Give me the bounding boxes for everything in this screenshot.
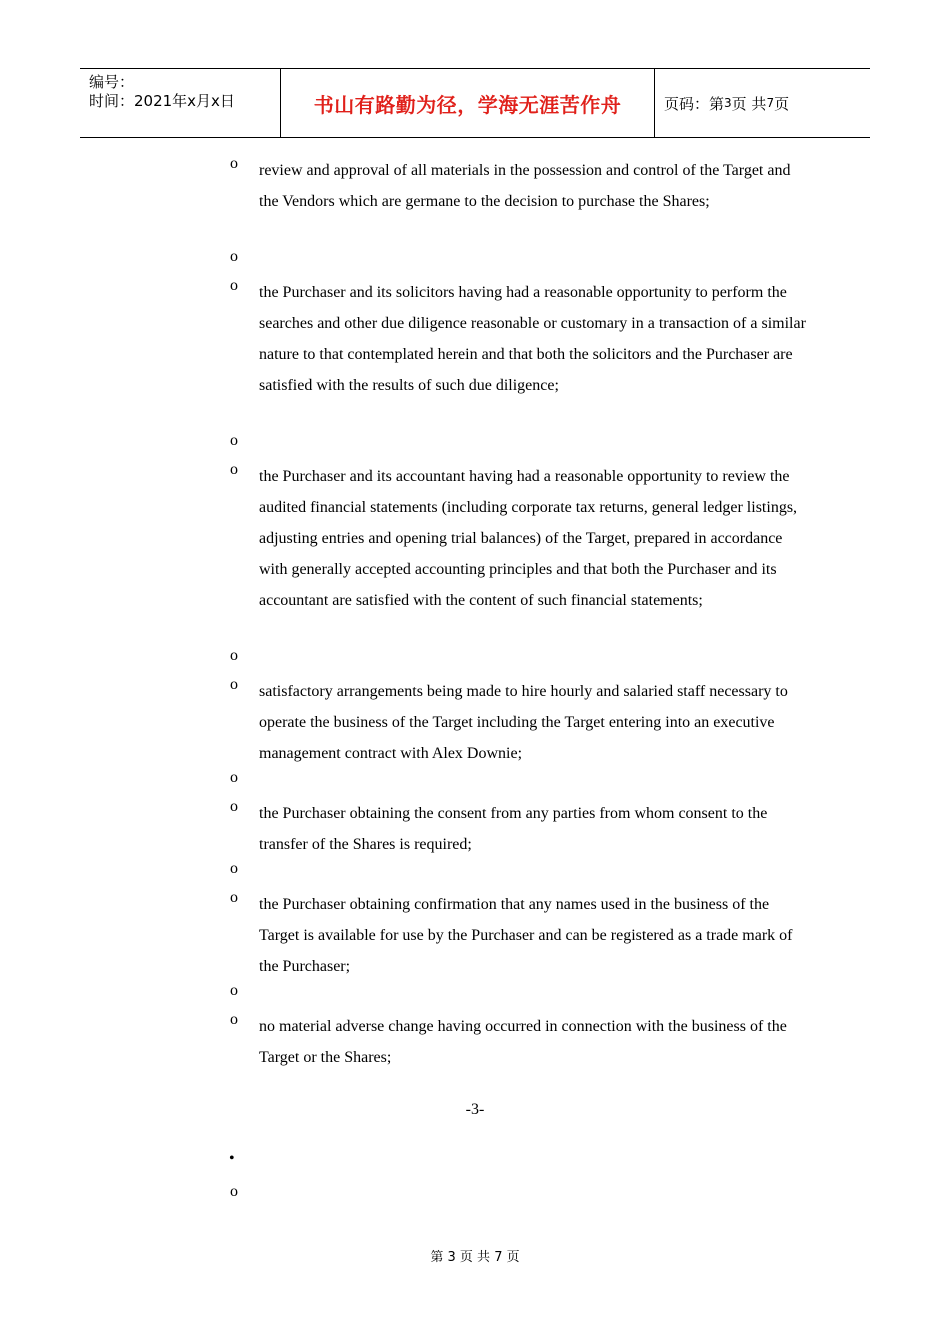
page-total: 7 — [766, 96, 775, 110]
page-mid: 页 共 — [731, 94, 767, 113]
list-item-text: the Purchaser and its accountant having had a reasonable opportunity to review the audited financial statements (including corporate tax returns, general ledger listings, adjusting entries and opening trial balances) of the Target, prepared in accordance with generally accepted accounting principles and that both the Purchaser and its accountant are satisfied with the content of such financial statements; — [259, 468, 798, 609]
list-marker: o — [230, 155, 238, 172]
list-marker: o — [230, 432, 238, 449]
list-item-text: the Purchaser obtaining the consent from any parties from whom consent to the transfer of the Shares is required; — [259, 805, 768, 853]
list-marker: o — [230, 982, 238, 999]
list-item-text: the Purchaser obtaining confirmation that any names used in the business of the Target is available for use by the Purchaser and can be registered as a trade mark of the Purchaser; — [259, 896, 793, 975]
list-item-text: review and approval of all materials in the possession and control of the Target and the Vendors which are germane to the decision to purchase the Shares; — [259, 162, 791, 210]
list-item-text: no material adverse change having occurred in connection with the business of the Target or the Shares; — [259, 1018, 787, 1066]
list-marker: o — [230, 860, 238, 877]
code-label: 编号： — [89, 73, 135, 91]
page-current: 3 — [724, 96, 732, 110]
list-item-text: the Purchaser and its solicitors having had a reasonable opportunity to perform the searches and other due diligence reasonable or customary in a transaction of a similar nature to that contemplated herein and that both the solicitors and the Purchaser are satisfied with the results of such due diligence; — [259, 284, 806, 394]
header-motto: 书山有路勤为径，学海无涯苦作舟 — [313, 92, 622, 117]
list-marker: o — [230, 889, 238, 906]
page-footer: 第 3 页 共 7 页 — [430, 1250, 520, 1265]
page-prefix: 页码：第 — [664, 94, 725, 113]
header-motto-cell — [281, 69, 655, 137]
list-marker: o — [230, 676, 238, 693]
list-marker: o — [230, 647, 238, 664]
list-marker: o — [230, 277, 238, 294]
list-marker: o — [230, 1011, 238, 1028]
list-marker: o — [230, 248, 238, 265]
page-header — [80, 68, 870, 138]
trailing-list-marker: o — [230, 1183, 238, 1200]
bullet-marker: • — [229, 1150, 235, 1167]
page-number: -3- — [465, 1101, 485, 1118]
list-marker: o — [230, 461, 238, 478]
page-suffix: 页 — [774, 94, 790, 113]
list-item-text: satisfactory arrangements being made to hire hourly and salaried staff necessary to operate the business of the Target including the Target entering into an executive management contract with Alex Downie; — [259, 683, 788, 762]
list-marker: o — [230, 769, 238, 786]
time-label: 时间：2021年x月x日 — [89, 92, 235, 110]
header-meta — [80, 69, 281, 137]
header-page-info — [664, 69, 789, 137]
list-marker: o — [230, 798, 238, 815]
